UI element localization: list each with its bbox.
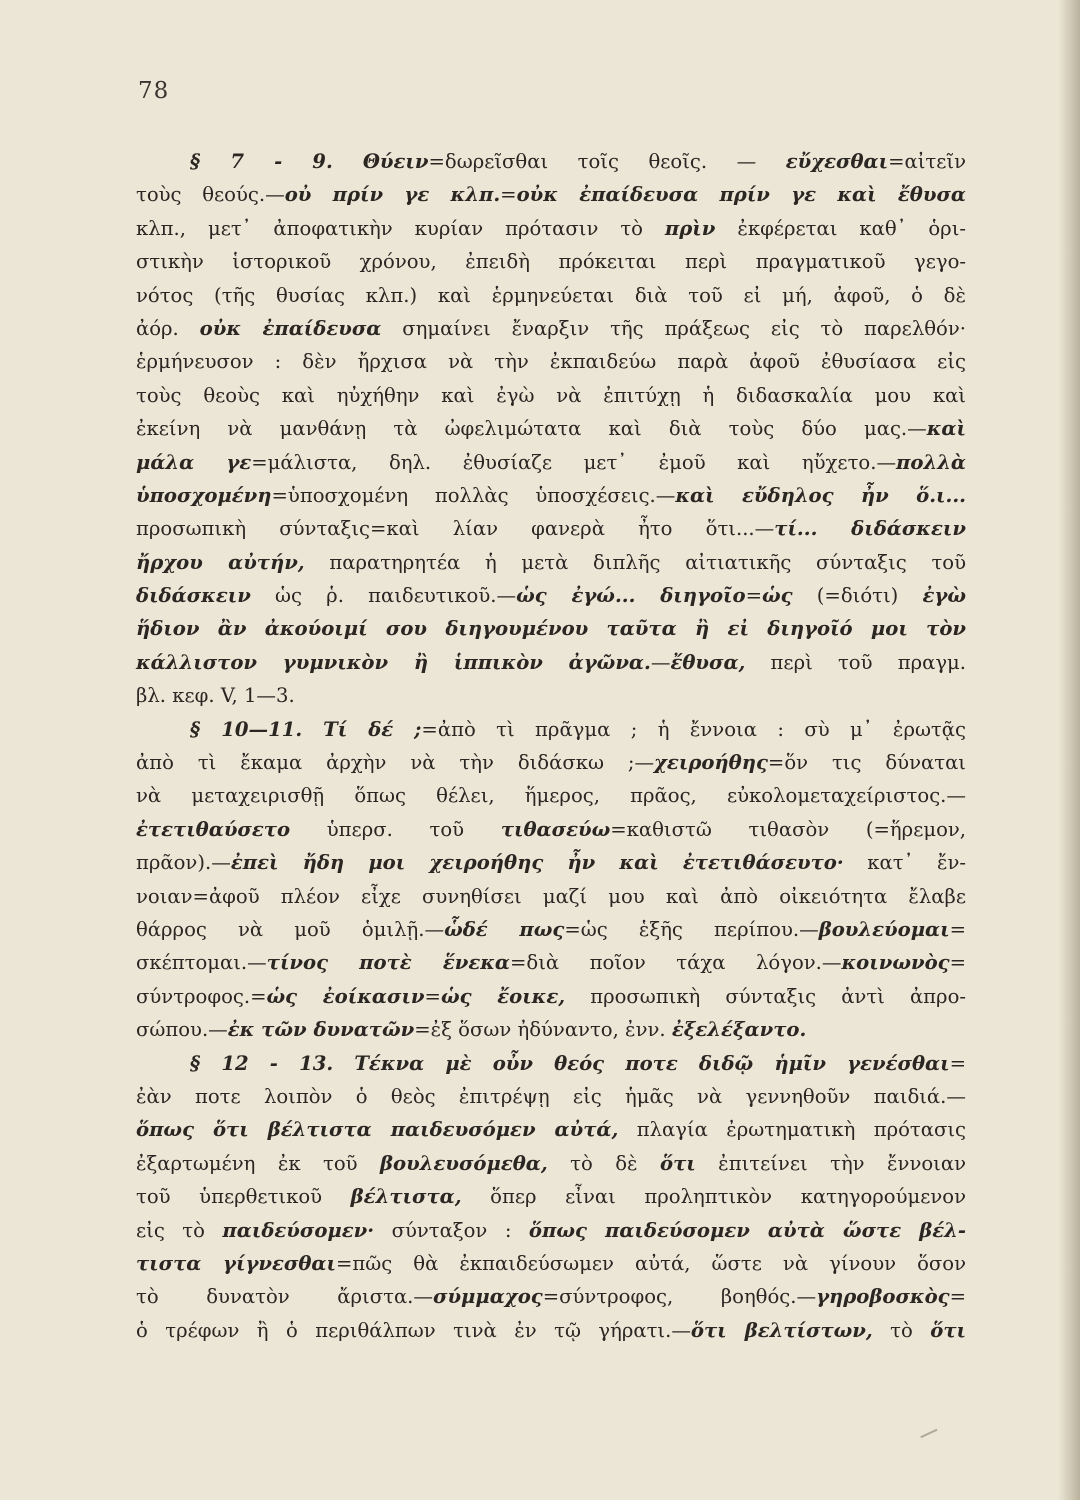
text-segment: =ἐξ ὅσων ἠδύναντο, ἐνν.: [414, 1018, 672, 1042]
text-segment: τὸ δὲ: [547, 1151, 660, 1175]
text-segment: ἐκείνη νὰ μανθάνῃ τὰ ὠφελιμώτατα καὶ διὰ τοὺς δύο μας.—: [136, 417, 927, 441]
bold-italic-term: τιθασεύω: [500, 817, 611, 841]
text-segment: =: [949, 917, 967, 941]
text-segment: θάρρος νὰ μοῦ ὁμιλῇ.—: [136, 917, 445, 941]
text-line: [136, 512, 966, 545]
text-segment: =ὅν τις δύναται: [767, 751, 966, 775]
bold-italic-term: § 10—11. Τί δέ ;: [190, 717, 422, 741]
text-line: [136, 846, 966, 879]
bold-italic-term: ἔθυσα,: [670, 650, 746, 674]
text-segment: κατ᾿ ἔν-: [843, 851, 967, 875]
text-line: [136, 479, 966, 512]
text-line: [136, 145, 966, 178]
bold-italic-term: ὅτι: [660, 1151, 696, 1175]
text-segment: =μάλιστα, δηλ. ἐθυσίαζε μετ᾿ ἐμοῦ καὶ ηὔχετο.—: [251, 450, 897, 474]
text-segment: πλαγία ἐρωτηματικὴ πρότασις: [618, 1118, 966, 1142]
ink-smudge: [920, 1429, 941, 1447]
bold-italic-term: βέλτιστα,: [350, 1185, 462, 1209]
text-line: [136, 913, 966, 946]
bold-italic-term: πολλὰ: [896, 450, 967, 474]
text-line: [136, 612, 966, 645]
text-segment: νὰ μεταχειρισθῇ ὅπως θέλει, ἥμερος, πρᾶος, εὐκολομεταχείριστος.—: [136, 784, 966, 808]
text-segment: σύνταξον :: [374, 1218, 529, 1242]
text-segment: =: [424, 984, 441, 1008]
bold-italic-term: γηροβοσκὸς: [816, 1285, 950, 1309]
bold-italic-term: βουλευσόμεθα,: [380, 1151, 548, 1175]
bold-italic-term: ὅπως ὅτι βέλτιστα παιδευσόμεν αὐτά,: [136, 1118, 619, 1142]
text-segment: κλπ., μετ᾿ ἀποφατικὴν κυρίαν πρότασιν τὸ: [136, 216, 665, 240]
text-segment: σημαίνει ἔναρξιν τῆς πράξεως εἰς τὸ παρελθόν·: [381, 316, 966, 340]
text-segment: =: [745, 584, 762, 608]
text-line: [136, 1080, 966, 1113]
text-line: [136, 1214, 966, 1247]
text-segment: =ἀπὸ τὶ πρᾶγμα ; ἡ ἔννοια : σὺ μ᾿ ἐρωτᾷς: [421, 717, 966, 741]
text-line: [136, 779, 966, 812]
text-segment: =δωρεῖσθαι τοῖς θεοῖς. —: [428, 150, 786, 173]
page-edge-shadow: [1058, 0, 1080, 1500]
text-line: [136, 312, 966, 345]
text-segment: (=διότι): [792, 584, 923, 608]
bold-italic-term: ὡς ἔοικε,: [440, 984, 566, 1008]
bold-italic-term: ὧδέ πως: [444, 917, 565, 941]
bold-italic-term: ὡς ἐοίκασιν: [266, 984, 425, 1008]
text-segment: πρᾶον).—: [136, 851, 231, 875]
text-line: [136, 412, 966, 445]
bold-italic-term: ἤρχου αὐτήν,: [136, 550, 305, 574]
text-segment: =αἰτεῖν: [888, 150, 966, 173]
bold-italic-term: ὅπως παιδεύσομεν αὐτὰ ὥστε βέλ-: [528, 1218, 966, 1242]
bold-italic-term: διδάσκειν: [136, 584, 251, 608]
text-line: [136, 1113, 966, 1146]
bold-italic-term: καὶ: [926, 417, 966, 441]
text-segment: στικὴν ἱστορικοῦ χρόνου, ἐπειδὴ πρόκειται περὶ πραγματικοῦ γεγο-: [136, 250, 966, 274]
bold-italic-term: ἐπεὶ ἤδη μοι χειροήθης ἦν καὶ ἐτετιθάσευτο·: [230, 851, 844, 875]
bold-italic-term: ἐγὼ: [922, 584, 966, 608]
text-segment: προσωπικὴ σύνταξις ἀντὶ ἀπρο-: [565, 984, 966, 1008]
bold-italic-term: ὅτι: [930, 1318, 966, 1342]
text-line: [136, 946, 966, 979]
text-segment: =ὡς ἑξῆς περίπου.—: [564, 917, 819, 941]
text-segment: εἰς τὸ: [136, 1218, 223, 1242]
bold-italic-term: οὐ πρίν γε κλπ.: [284, 183, 501, 207]
text-segment: =πῶς θὰ ἐκπαιδεύσωμεν αὐτά, ὥστε νὰ γίνουν ὅσον: [335, 1251, 966, 1275]
bold-italic-term: ἐξελέξαντο.: [671, 1018, 807, 1042]
text-segment: τὸ δυνατὸν ἄριστα.—: [136, 1285, 433, 1309]
text-line: [136, 813, 966, 846]
text-line: [136, 178, 966, 211]
text-segment: —: [650, 650, 671, 674]
bold-italic-term: ἥδιον ἂν ἀκούοιμί σου διηγουμένου ταῦτα ἢ εἰ διηγοῖό μοι τὸν: [136, 617, 966, 641]
text-line: [136, 646, 966, 679]
bold-italic-term: καὶ εὔδηλος ἦν ὅ.ι...: [675, 483, 966, 507]
bold-italic-term: § 12 - 13. Τέκνα μὲ οὖν θεός ποτε διδῷ ἡμῖν γενέσθαι: [190, 1051, 950, 1075]
text-segment: ἀπὸ τὶ ἔκαμα ἀρχὴν νὰ τὴν διδάσκω ;—: [136, 751, 655, 775]
bold-italic-term: βουλεύομαι: [818, 917, 950, 941]
text-segment: =ὑποσχομένη πολλὰς ὑποσχέσεις.—: [271, 483, 676, 507]
text-line: [136, 713, 966, 746]
text-segment: =: [500, 183, 517, 207]
bold-italic-term: μάλα γε: [136, 450, 252, 474]
text-line: [136, 980, 966, 1013]
text-segment: ὡς ῥ. παιδευτικοῦ.—: [250, 584, 517, 608]
text-segment: σκέπτομαι.—: [136, 951, 267, 975]
bold-italic-term: παιδεύσομεν·: [222, 1218, 375, 1242]
text-line: [136, 345, 966, 378]
text-line: [136, 1147, 966, 1180]
text-segment: τὸ: [872, 1318, 931, 1342]
text-segment: =διὰ ποῖον τάχα λόγον.—: [510, 951, 842, 975]
bold-italic-term: χειροήθης: [654, 751, 768, 775]
text-segment: ἐκφέρεται καθ᾿ ὁρι-: [715, 216, 966, 240]
text-segment: =: [949, 1285, 966, 1309]
text-line: [136, 1180, 966, 1213]
text-segment: νότος (τῆς θυσίας κλπ.) καὶ ἑρμηνεύεται διὰ τοῦ εἰ μή, ἀφοῦ, ὁ δὲ: [136, 283, 966, 307]
text-segment: τοὺς θεοὺς καὶ ηὐχήθην καὶ ἐγὼ νὰ ἐπιτύχῃ ἡ διδασκαλία μου καὶ: [136, 383, 966, 407]
text-segment: =: [949, 951, 966, 975]
text-segment: προσωπικὴ σύνταξις=καὶ λίαν φανερὰ ἦτο ὅτι...—: [136, 517, 775, 541]
text-line: [136, 880, 966, 913]
text-segment: =καθιστῶ τιθασὸν (=ἥρεμον,: [610, 817, 967, 841]
text-segment: ἐὰν ποτε λοιπὸν ὁ θεὸς ἐπιτρέψῃ εἰς ἡμᾶς νὰ γεννηθοῦν παιδιά.—: [136, 1084, 966, 1108]
text-segment: ἀόρ.: [136, 316, 200, 340]
text-line: [136, 579, 966, 612]
text-line: [136, 1280, 966, 1313]
bold-italic-term: ἐκ τῶν δυνατῶν: [227, 1018, 415, 1042]
text-line: [136, 279, 966, 312]
text-segment: ὁ τρέφων ἢ ὁ περιθάλπων τινὰ ἐν τῷ γήρατι.—: [136, 1318, 691, 1342]
text-segment: περὶ τοῦ πραγμ.: [745, 650, 966, 674]
bold-italic-term: εὔχεσθαι: [785, 150, 889, 173]
text-segment: ὅπερ εἶναι προληπτικὸν κατηγορούμενον: [461, 1185, 966, 1209]
text-segment: ἑρμήνευσον : δὲν ἤρχισα νὰ τὴν ἐκπαιδεύω παρὰ ἀφοῦ ἐθυσίασα εἰς: [136, 350, 966, 374]
text-line: [136, 212, 966, 245]
bold-italic-term: ὑποσχομένη: [136, 483, 272, 507]
text-segment: βλ. κεφ. V, 1—3.: [136, 684, 295, 708]
text-segment: ὑπερσ. τοῦ: [290, 817, 501, 841]
bold-italic-term: σύμμαχος: [433, 1285, 543, 1309]
text-segment: νοιαν=ἀφοῦ πλέον εἶχε συνηθίσει μαζί μου καὶ ἀπὸ οἰκειότητα ἔλαβε: [136, 884, 966, 908]
text-segment: παρατηρητέα ἡ μετὰ διπλῆς αἰτιατικῆς σύνταξις τοῦ: [304, 550, 966, 574]
bold-italic-term: τιστα γίγνεσθαι: [136, 1251, 336, 1275]
bold-italic-term: πρὶν: [664, 216, 716, 240]
text-line: [136, 1013, 966, 1046]
text-line: [136, 245, 966, 278]
text-line: [136, 446, 966, 479]
page-number: 78: [138, 78, 170, 104]
bold-italic-term: ὡς ἐγώ... διηγοῖο: [516, 584, 746, 608]
text-segment: τοὺς θεούς.—: [136, 183, 285, 207]
bold-italic-term: ὡς: [761, 584, 793, 608]
bold-italic-term: τί... διδάσκειν: [774, 517, 966, 541]
text-line: [136, 546, 966, 579]
commentary-text-block: [136, 145, 966, 1347]
text-segment: =σύντροφος, βοηθός.—: [542, 1285, 817, 1309]
text-line: [136, 746, 966, 779]
bold-italic-term: τίνος ποτὲ ἕνεκα: [266, 951, 510, 975]
bold-italic-term: κάλλιστον γυμνικὸν ἢ ἱππικὸν ἀγῶνα.: [136, 650, 651, 674]
bold-italic-term: οὐκ ἐπαίδευσα πρίν γε καὶ ἔθυσα: [516, 183, 966, 207]
text-line: [136, 1247, 966, 1280]
text-segment: σύντροφος.=: [136, 984, 267, 1008]
bold-italic-term: οὐκ ἐπαίδευσα: [199, 316, 382, 340]
text-line: [136, 1314, 966, 1347]
text-segment: =: [949, 1051, 966, 1075]
bold-italic-term: ἐτετιθαύσετο: [136, 817, 291, 841]
text-segment: σώπου.—: [136, 1018, 228, 1042]
bold-italic-term: κοινωνὸς: [841, 951, 950, 975]
text-line: [136, 679, 966, 712]
text-line: [136, 1047, 966, 1080]
text-segment: τοῦ ὑπερθετικοῦ: [136, 1185, 351, 1209]
bold-italic-term: ὅτι βελτίστων,: [690, 1318, 873, 1342]
text-segment: ἐξαρτωμένη ἐκ τοῦ: [136, 1151, 381, 1175]
bold-italic-term: § 7 - 9. Θύειν: [190, 150, 429, 173]
text-line: [136, 379, 966, 412]
text-segment: ἐπιτείνει τὴν ἔννοιαν: [695, 1151, 966, 1175]
